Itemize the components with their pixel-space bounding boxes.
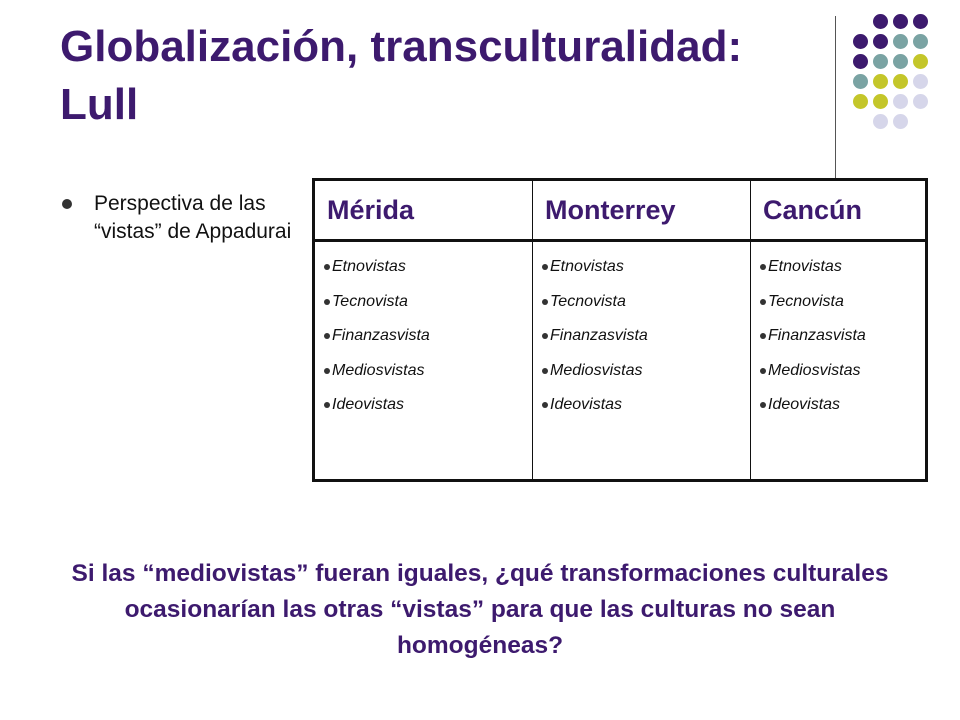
decorative-dot bbox=[893, 34, 908, 49]
list-item bbox=[541, 285, 746, 320]
decorative-dot bbox=[913, 74, 928, 89]
list-item-text: Mediosvistas bbox=[768, 361, 861, 379]
list-item bbox=[323, 354, 528, 389]
bullet-dot bbox=[542, 368, 548, 374]
bullet-dot bbox=[760, 333, 766, 339]
list-item-text: Mediosvistas bbox=[550, 361, 643, 379]
list-item bbox=[541, 250, 746, 285]
vistas-list bbox=[323, 250, 528, 423]
cell-monterrey bbox=[533, 241, 751, 481]
list-item-text: Tecnovista bbox=[332, 292, 408, 310]
list-item-text: Ideovistas bbox=[332, 396, 405, 413]
list-item-text: Finanzasvista bbox=[768, 327, 866, 344]
header-merida: Mérida bbox=[314, 180, 533, 241]
bullet-dot bbox=[324, 402, 330, 408]
table-header-row bbox=[314, 180, 927, 241]
list-item-text: Ideovistas bbox=[550, 396, 623, 413]
list-item-text: Tecnovista bbox=[768, 292, 844, 310]
bullet-dot bbox=[324, 264, 330, 270]
decorative-dot bbox=[853, 94, 868, 109]
list-item bbox=[759, 388, 921, 423]
vistas-list bbox=[541, 250, 746, 423]
bullet-dot bbox=[62, 199, 72, 209]
decorative-dot-grid bbox=[853, 14, 953, 164]
decorative-dot bbox=[873, 14, 888, 29]
decorative-divider bbox=[835, 16, 836, 180]
bullet-dot bbox=[324, 368, 330, 374]
list-item-text: Etnovistas bbox=[768, 258, 842, 275]
list-item-text: Finanzasvista bbox=[332, 327, 430, 344]
cities-table bbox=[312, 178, 928, 482]
bullet-text: Perspectiva de las “vistas” de Appadurai bbox=[94, 192, 292, 243]
cell-merida bbox=[314, 241, 533, 481]
bullet-item bbox=[62, 190, 292, 246]
table-body-row bbox=[314, 241, 927, 481]
decorative-dot bbox=[853, 54, 868, 69]
list-item-text: Finanzasvista bbox=[550, 327, 648, 344]
decorative-dot bbox=[893, 14, 908, 29]
list-item-text: Mediosvistas bbox=[332, 361, 425, 379]
list-item bbox=[323, 285, 528, 320]
list-item-text: Tecnovista bbox=[550, 292, 626, 310]
decorative-dot bbox=[893, 94, 908, 109]
decorative-dot bbox=[873, 114, 888, 129]
decorative-dot bbox=[913, 94, 928, 109]
slide-title: Globalización, transculturalidad: Lull bbox=[60, 22, 743, 129]
decorative-dot bbox=[873, 74, 888, 89]
list-item bbox=[323, 250, 528, 285]
list-item-text: Etnovistas bbox=[550, 258, 624, 275]
decorative-dot bbox=[893, 114, 908, 129]
cell-cancun bbox=[751, 241, 927, 481]
decorative-dot bbox=[853, 34, 868, 49]
decorative-dot bbox=[873, 34, 888, 49]
bullet-dot bbox=[542, 264, 548, 270]
decorative-dot bbox=[913, 34, 928, 49]
vistas-list bbox=[759, 250, 921, 423]
decorative-dot bbox=[893, 74, 908, 89]
decorative-dot bbox=[873, 54, 888, 69]
decorative-dot bbox=[873, 94, 888, 109]
bullet-dot bbox=[760, 264, 766, 270]
bullet-dot bbox=[324, 299, 330, 305]
bullet-dot bbox=[542, 299, 548, 305]
bullet-dot bbox=[542, 402, 548, 408]
list-item bbox=[323, 388, 528, 423]
bullet-dot bbox=[760, 368, 766, 374]
bullet-dot bbox=[760, 299, 766, 305]
decorative-dot bbox=[893, 54, 908, 69]
header-cancun: Cancún bbox=[751, 180, 927, 241]
decorative-dot bbox=[913, 14, 928, 29]
decorative-dot bbox=[853, 74, 868, 89]
list-item bbox=[759, 250, 921, 285]
list-item bbox=[759, 319, 921, 354]
bullet-list bbox=[62, 190, 292, 246]
list-item-text: Ideovistas bbox=[768, 396, 841, 413]
bullet-dot bbox=[542, 333, 548, 339]
list-item bbox=[759, 285, 921, 320]
discussion-question: Si las “mediovistas” fueran iguales, ¿qué transformaciones culturales ocasionarían las otras “vistas” para que las culturas no sean homogéneas? bbox=[71, 560, 889, 659]
header-monterrey: Monterrey bbox=[533, 180, 751, 241]
list-item bbox=[541, 319, 746, 354]
list-item bbox=[541, 354, 746, 389]
list-item bbox=[759, 354, 921, 389]
bullet-dot bbox=[324, 333, 330, 339]
list-item-text: Etnovistas bbox=[332, 258, 406, 275]
list-item bbox=[323, 319, 528, 354]
bullet-dot bbox=[760, 402, 766, 408]
decorative-dot bbox=[913, 54, 928, 69]
list-item bbox=[541, 388, 746, 423]
